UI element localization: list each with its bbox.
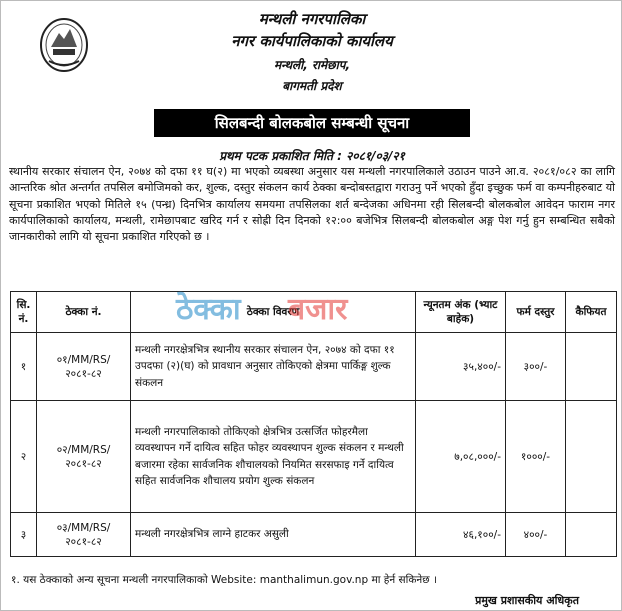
row-remark — [566, 401, 617, 513]
tender-table — [10, 291, 617, 557]
row-remark — [566, 513, 617, 557]
row-fee: ४००/- — [506, 513, 566, 557]
col-header-desc: ठेक्का विवरण — [131, 292, 416, 333]
row-desc: मन्थली नगरक्षेत्रभित्र स्थानीय सरकार संचालन ऐन, २०७४ को दफा ११ उपदफा (२)(घ) को प्रावधान अनुसार तोकिएको क्षेत्रमा पार्किङ्ग शुल्क संकलन — [131, 333, 416, 401]
row-desc: मन्थली नगरक्षेत्रभित्र लाग्ने हाटकर असुली — [131, 513, 416, 557]
row-fee: ३००/- — [506, 333, 566, 401]
table-row — [11, 513, 617, 557]
row-contract: ०३/MM/RS/ २०८१-८२ — [37, 513, 131, 557]
row-contract: ०२/MM/RS/ २०८१-८२ — [37, 401, 131, 513]
province-name: बागमती प्रदेश — [282, 79, 342, 93]
office-address: मन्थली, रामेछाप, — [273, 58, 351, 72]
row-fee: १०००/- — [506, 401, 566, 513]
table-header-row — [11, 292, 617, 333]
notice-body: स्थानीय सरकार संचालन ऐन, २०७४ को दफा ११ घ(२) मा भएको व्यबस्था अनुसार यस मन्थली नगरपालिकाले उठाउन पाउने आ.व. २०८१/०८२ का लागि आन्तरिक श्रोत अन्तर्गत तपसिल बमोजिमको कर, शुल्क, दस्तुर संकलन कार्य ठेक्का बन्दोबस्तद्वारा गराउनु पर्ने भएको हुँदा इच्छुक फर्म वा कम्पनीहरुबाट यो सूचना प्रकाशित भएको मितिले १५ (पन्ध्र) दिनभित्र कार्यालय समयमा तपसिलका शर्त बन्देजका अधिनमा रही सिलबन्दी बोलकबोल आवेदन फाराम नगर कार्यपालिकाको कार्यालय, मन्थली, रामेछापबाट खरिद गर्न र सोह्री दिन दिनको १२:०० बजेभित्र सिलबन्दी बोलकबोल अङ्ग पेश गर्नु हुन सम्बन्धित सबैको जानकारीको लागि यो सूचना प्रकाशित गरिएको छ । — [9, 165, 615, 244]
notice-title: सिलबन्दी बोलकबोल सम्बन्धी सूचना — [154, 109, 470, 137]
municipality-name: मन्थली नगरपालिका — [258, 10, 366, 28]
col-header-sn: सि. नं. — [11, 292, 37, 333]
footnote: १. यस ठेक्काको अन्य सूचना मन्थली नगरपालिकाको Website: manthalimun.gov.np मा हेर्न सकिनेछ । — [11, 574, 437, 586]
row-remark — [566, 333, 617, 401]
publish-date: प्रथम पटक प्रकाशित मिति : २०८१/०३/२१ — [219, 149, 405, 163]
table-row — [11, 333, 617, 401]
row-min: ७,०८,०००/- — [416, 401, 506, 513]
row-sn: १ — [11, 333, 37, 401]
row-sn: २ — [11, 401, 37, 513]
row-min: ४६,१००/- — [416, 513, 506, 557]
signature: प्रमुख प्रशासकीय अधिकृत — [475, 594, 579, 607]
col-header-min: न्यूनतम अंक (भ्याट बाहेक) — [416, 292, 506, 333]
col-header-fee: फर्म दस्तुर — [506, 292, 566, 333]
row-sn: ३ — [11, 513, 37, 557]
col-header-contract: ठेक्का नं. — [37, 292, 131, 333]
watermark-part1: ठेक्का — [176, 292, 241, 327]
row-contract: ०१/MM/RS/ २०८१-८२ — [37, 333, 131, 401]
office-name: नगर कार्यपालिकाको कार्यालय — [231, 32, 393, 50]
table-row — [11, 401, 617, 513]
col-header-remark: कैफियत — [566, 292, 617, 333]
row-desc: मन्थली नगरपालिकाको तोकिएको क्षेत्रभित्र उत्सर्जित फोहरमैला व्यवस्थापन गर्ने दायित्व सहित फोहर व्यवस्थापन शुल्क संकलन र मन्थली बजारमा रहेका सार्वजनिक शौचालयको नियमित सरसफाइ गर्ने दायित्व सहित सार्वजनिक शौचालय प्रयोग शुल्क संकलन — [131, 401, 416, 513]
row-min: ३५,४००/- — [416, 333, 506, 401]
watermark-part2: बजार — [288, 292, 348, 327]
